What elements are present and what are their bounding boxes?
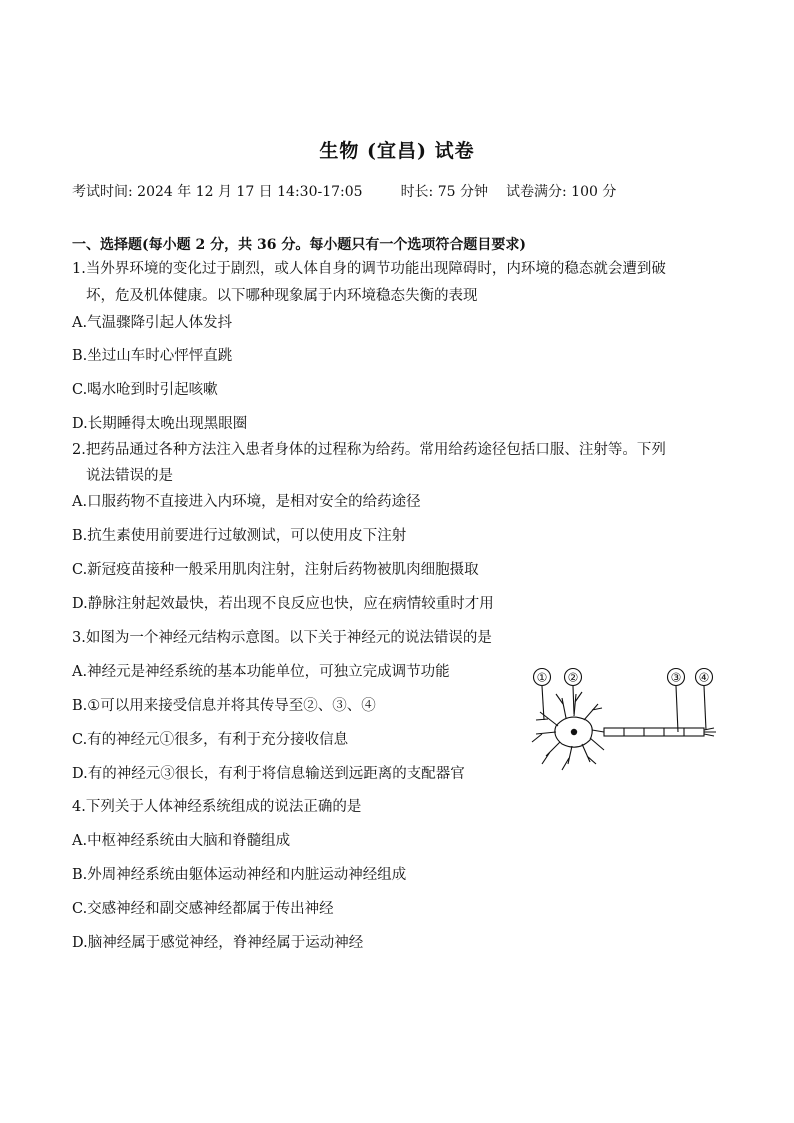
question-2-option-a: A.口服药物不直接进入内环境，是相对安全的给药途径 — [72, 494, 421, 510]
label-2: ② — [567, 670, 579, 685]
question-1-stem-line-1: 1.当外界环境的变化过于剧烈，或人体自身的调节功能出现障碍时，内环境的稳态就会遭到破 — [72, 261, 666, 277]
question-4-option-b: B.外周神经系统由躯体运动神经和内脏运动神经组成 — [72, 867, 407, 883]
question-2-stem-line-1: 2.把药品通过各种方法注入患者身体的过程称为给药。常用给药途径包括口服、注射等。下列 — [72, 442, 666, 458]
exam-full-score: 试卷满分: 100 分 — [506, 184, 617, 200]
question-1-option-d: D.长期睡得太晚出现黑眼圈 — [72, 416, 248, 432]
question-2-option-b: B.抗生素使用前要进行过敏测试，可以使用皮下注射 — [72, 528, 407, 544]
question-1-stem-line-2: 坏，危及机体健康。以下哪种现象属于内环境稳态失衡的表现 — [86, 288, 478, 304]
question-1-option-c: C.喝水呛到时引起咳嗽 — [72, 382, 218, 398]
question-2-option-d: D.静脉注射起效最快，若出现不良反应也快，应在病情较重时才用 — [72, 596, 494, 612]
axon-myelin — [604, 728, 704, 736]
neuron-diagram — [528, 664, 724, 774]
question-3-option-a: A.神经元是神经系统的基本功能单位，可独立完成调节功能 — [72, 664, 450, 680]
label-1: ① — [536, 670, 548, 685]
section-heading: 一、选择题(每小题 2 分，共 36 分。每小题只有一个选项符合题目要求) — [72, 237, 526, 253]
question-4-option-d: D.脑神经属于感觉神经，脊神经属于运动神经 — [72, 935, 364, 951]
label-3: ③ — [670, 670, 682, 685]
question-3-option-b: B.①可以用来接受信息并将其传导至②、③、④ — [72, 698, 376, 714]
question-1-option-b: B.坐过山车时心怦怦直跳 — [72, 348, 233, 364]
exam-title: 生物 (宜昌) 试卷 — [319, 140, 475, 162]
exam-meta — [72, 181, 616, 201]
question-4-option-c: C.交感神经和副交感神经都属于传出神经 — [72, 901, 334, 917]
question-3-option-d: D.有的神经元③很长，有利于将信息输送到远距离的支配器官 — [72, 766, 465, 782]
question-2-stem-line-2: 说法错误的是 — [86, 468, 173, 484]
exam-time: 考试时间: 2024 年 12 月 17 日 14:30-17:05 — [72, 184, 363, 200]
question-2-option-c: C.新冠疫苗接种一般采用肌肉注射，注射后药物被肌肉细胞摄取 — [72, 562, 479, 578]
question-4-stem: 4.下列关于人体神经系统组成的说法正确的是 — [72, 799, 362, 815]
question-1-option-a: A.气温骤降引起人体发抖 — [72, 315, 233, 331]
label-4: ④ — [698, 670, 710, 685]
question-3-stem: 3.如图为一个神经元结构示意图。以下关于神经元的说法错误的是 — [72, 630, 492, 646]
nucleus — [571, 729, 577, 735]
exam-duration: 时长: 75 分钟 — [400, 184, 488, 200]
question-3-option-c: C.有的神经元①很多，有利于充分接收信息 — [72, 732, 349, 748]
question-4-option-a: A.中枢神经系统由大脑和脊髓组成 — [72, 833, 291, 849]
